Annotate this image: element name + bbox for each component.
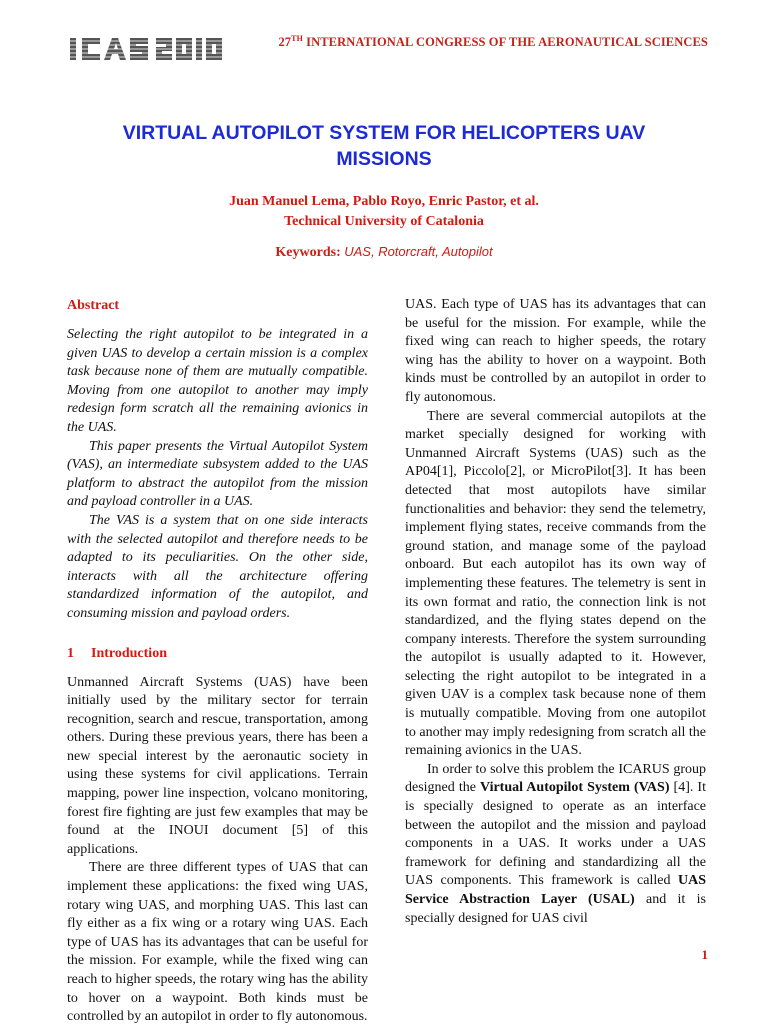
intro-paragraph-2-continued: UAS. Each type of UAS has its advantages that can be useful for the mission. For example, while the fixed wing can reach to higher speeds, the rotary wing has the ability to hover on a waypoint. Both kinds must be controlled by an autopilot in order to fly autonomous. [405,297,706,405]
author-block [60,192,708,232]
affiliation: Technical University of Catalonia [284,214,484,229]
right-column [405,296,706,928]
page-number: 1 [701,947,708,962]
icas-2010-logo [68,34,226,64]
congress-name: 27TH INTERNATIONAL CONGRESS OF THE AERONAUTICAL SCIENCES [278,34,708,50]
authors: Juan Manuel Lema, Pablo Royo, Enric Pastor, et al. [229,194,539,209]
intro-paragraph-3: There are several commercial autopilots at the market specially designed for working with Unmanned Aircraft Systems (UAS) such as the AP04[1], Piccolo[2], or MicroPilot[3]. It has been detected that most autopilots have similar functionalities and behavior: they send the telemetry, implement flying states, receive commands from the ground station, and manage some of the payload onboard. But each autopilot has its own way of implementing these features. The telemetry is sent in its own format and ratio, the connection link is not standardized, and the flying states depend on the company interests. Therefore the system surrounding the autopilot is usually adapted to it. However, selecting the right autopilot to be integrated in a given UAV is a complex task because none of them is mutually compatible. Moving from one autopilot to another may imply redesigning from scratch all the remaining avionics in the UAS. [405,408,706,759]
section-number: 1 [67,645,74,661]
paper-title [60,120,708,172]
intro-paragraph-4: In order to solve this problem the ICARUS group designed the Virtual Autopilot System (VAS) [4]. It is specially designed to operate as an interface between the autopilot and the mission and payload components in a UAS. It works under a UAS framework for defining and standardizing all the UAS components. This framework is called UAS Service Abstraction Layer (USAL) and it is specially designed for UAS civil [405,761,706,926]
abstract-paragraph-2: This paper presents the Virtual Autopilot System (VAS), an intermediate subsystem added to the UAS platform to abstract the autopilot from the mission and payload controller in a UAS. [67,438,368,510]
title-line-1: VIRTUAL AUTOPILOT SYSTEM FOR HELICOPTERS UAV [122,122,646,144]
intro-paragraph-1: Unmanned Aircraft Systems (UAS) have been initially used by the military sector for terrain recognition, search and rescue, transportation, among others. During these previous years, there has been a new special interest by the aeronautic society in using these systems for civil applications. Terrain mapping, power line inspection, volcano monitoring, forest fire fighting are just few examples that may be found at the INOUI document [5] of this applications. [67,674,368,857]
abstract-paragraph-1: Selecting the right autopilot to be integrated in a given UAS to develop a certain mission is a complex task because none of them are mutually compatible. Moving from one autopilot to another may imply redesign form scratch all the remaining avionics in the UAS. [67,327,368,435]
intro-paragraph-2: There are three different types of UAS that can implement these applications: the fixed wing UAS, rotary wing UAS, and morphing UAS. This last can fly either as a fix wing or a rotary wing UAS. Each type of UAS has its advantages that can be useful for the mission. For example, while the fixed wing can reach to higher speeds, the rotary wing has the ability to hover on a waypoint. Both kinds must be controlled by an autopilot in order to fly autonomous. [67,860,368,1025]
abstract-paragraph-3: The VAS is a system that on one side interacts with the selected autopilot and therefore needs to be adapted to its peculiarities. On the other side, interacts with all the architecture offering standardized information of the autopilot, and consuming mission and payload orders. [67,512,368,621]
conference-header [68,30,708,66]
title-line-2: MISSIONS [336,148,432,170]
introduction-heading [67,644,368,664]
left-column [67,296,368,1025]
section-title: Introduction [91,645,167,661]
abstract-heading: Abstract [67,298,120,313]
keywords-label: Keywords: [275,245,341,260]
keywords [60,242,708,263]
keywords-values: UAS, Rotorcraft, Autopilot [344,244,493,259]
